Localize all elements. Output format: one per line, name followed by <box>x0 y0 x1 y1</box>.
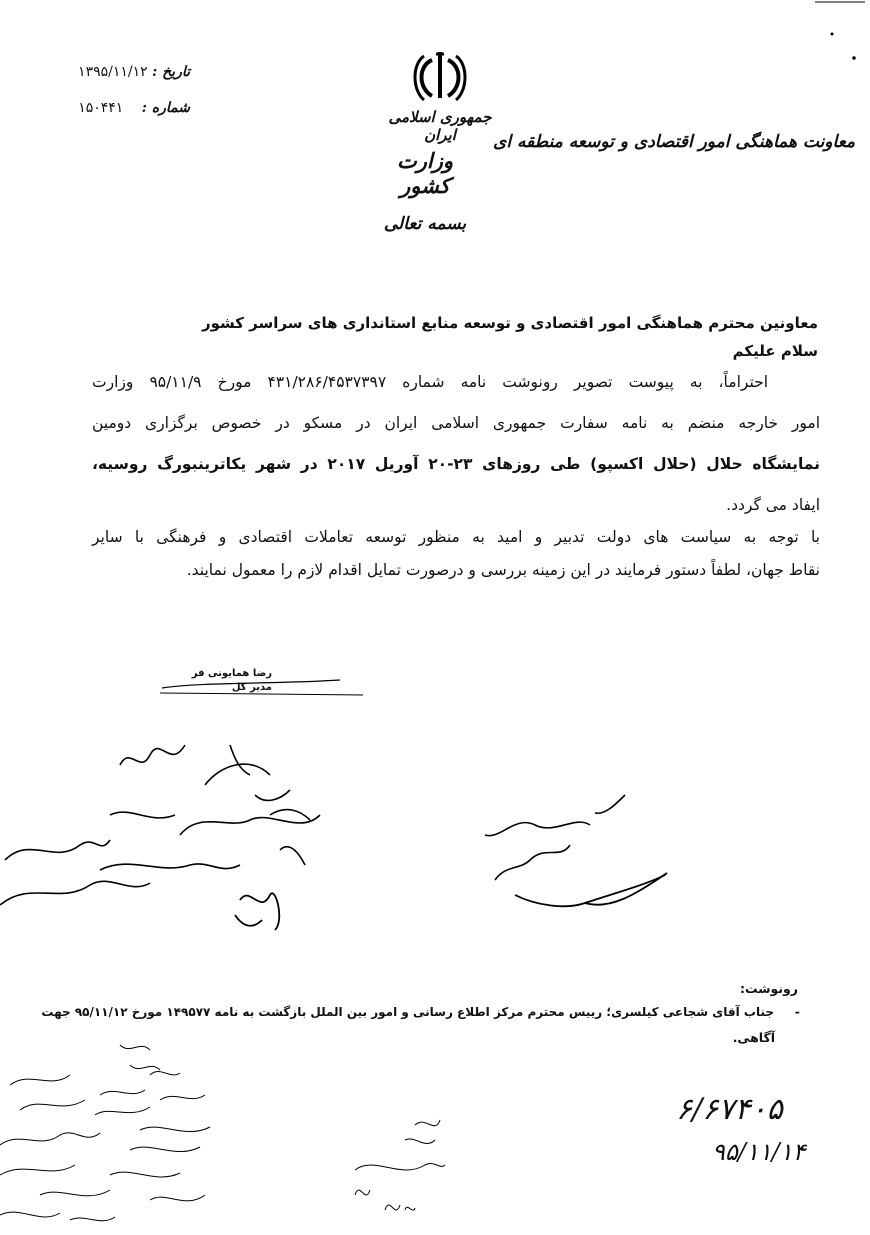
scan-specks <box>810 0 870 70</box>
signature-name: رضا همایونی فر <box>191 668 272 679</box>
signature-title: مدیر کل <box>231 682 272 693</box>
signature-stroke <box>160 668 365 702</box>
addressee-line: معاونین محترم هماهنگی امور اقتصادی و توسعه منابع استانداری های سراسر کشور <box>201 314 818 332</box>
ministry-name: وزارت کشور <box>396 148 454 198</box>
cc-label: رونوشت: <box>739 981 798 996</box>
invocation: بسمه تعالی <box>383 214 467 234</box>
number-label: شماره : <box>141 100 190 116</box>
handwritten-distribution-notes <box>0 1035 300 1231</box>
handwritten-registration-number: ۶/۶۷۴۰۵ <box>676 1092 783 1127</box>
date-row <box>70 64 190 80</box>
greeting-line: سلام علیکم <box>732 342 818 360</box>
para2-line1: با توجه به سیاست های دولت تدبیر و امید به منظور توسعه تعاملات اقتصادی و فرهنگی با سایر <box>92 528 820 546</box>
handwritten-registration-date: ۹۵/۱۱/۱۴ <box>712 1138 806 1166</box>
deputy-title: معاونت هماهنگی امور اقتصادی و توسعه منطقه ای <box>493 132 855 152</box>
cc-dash: - <box>794 1004 800 1019</box>
republic-name: جمهوری اسلامی ایران <box>388 108 492 144</box>
number-row <box>70 100 190 116</box>
para1-line1: احتراماً، به پیوست تصویر رونوشت نامه شماره ۴۳۱/۲۸۶/۴۵۳۷۳۹۷ مورخ ۹۵/۱۱/۹ وزارت <box>92 373 769 391</box>
cc-line2: آگاهی. <box>732 1030 775 1045</box>
signature-block <box>160 668 365 702</box>
iran-emblem-logo <box>410 48 470 104</box>
para1-line2: امور خارجه منضم به نامه سفارت جمهوری اسلامی ایران در مسکو در خصوص برگزاری دومین <box>92 414 820 432</box>
cc-line1: جناب آقای شجاعی کیلسری؛ رییس محترم مرکز اطلاع رسانی و امور بین الملل بازگشت به نامه ۱۴۹۵۷۷ مورخ ۹۵/۱۱/۱۲ جهت <box>41 1005 774 1019</box>
date-value: ۱۳۹۵/۱۱/۱۲ <box>78 64 148 80</box>
handwritten-annotation-left <box>0 715 360 950</box>
para2-line2: نقاط جهان، لطفاً دستور فرمایند در این زمینه بررسی و درصورت تمایل اقدام لازم را معمول نمایند. <box>186 561 820 579</box>
para1-line3: نمایشگاه حلال (حلال اکسپو) طی روزهای ۲۳-۲۰ آوریل ۲۰۱۷ در شهر یکاترینبورگ روسیه، <box>92 455 820 473</box>
number-value: ۱۵۰۴۴۱ <box>78 100 124 116</box>
date-label: تاریخ : <box>152 64 190 80</box>
handwritten-note-center <box>345 1110 455 1231</box>
handwritten-annotation-right <box>475 785 675 925</box>
para1-line4: ایفاد می گردد. <box>726 496 820 514</box>
letter-body <box>92 366 820 587</box>
